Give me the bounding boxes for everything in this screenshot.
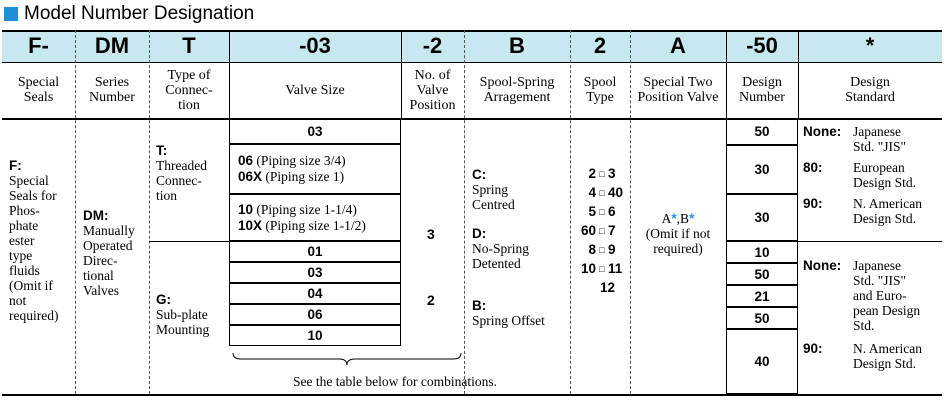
spool-row — [570, 202, 630, 221]
section-title — [4, 2, 254, 26]
spool-b: 6 — [608, 204, 616, 219]
standard-row — [803, 196, 939, 226]
label-connection: Type of Connec-tion — [165, 67, 213, 113]
standard-line: pean Design — [853, 303, 921, 318]
series-line: Valves — [83, 283, 119, 298]
special-seals-line: (Omit if — [9, 278, 53, 293]
series-line: Operated — [83, 238, 133, 253]
standard-line: Std. — [853, 318, 875, 333]
subplate-block — [156, 292, 209, 337]
standard-line: Std. "JIS" — [853, 139, 907, 154]
label-spool-spring: Spool-Spring Arragement — [479, 75, 555, 105]
rule-top — [2, 30, 942, 32]
size-subplate: 04 — [229, 283, 401, 304]
size-threaded-03: 03 — [229, 118, 401, 144]
divider — [798, 241, 942, 242]
spring-line: Centred — [472, 197, 515, 212]
special-seals-line: Seals for — [9, 188, 57, 203]
design-number-cell: 10 — [726, 241, 798, 263]
spring-offset-block — [472, 298, 545, 328]
size-code: 10 — [238, 201, 254, 217]
special-seals-line: not — [9, 293, 27, 308]
combination-brace-icon — [229, 352, 465, 366]
spool-sep: □ — [599, 263, 605, 274]
standard-line: N. American — [853, 341, 922, 356]
label-special-seals: Special Seals — [17, 75, 60, 105]
size-threaded-06 — [229, 144, 401, 194]
spool-row — [570, 183, 630, 202]
standard-text — [853, 341, 922, 371]
threaded-line: Threaded — [156, 158, 207, 173]
rule-body — [2, 118, 942, 120]
spring-code: B: — [472, 298, 487, 313]
code-connection: T — [149, 30, 229, 62]
rule-bottom — [2, 394, 942, 396]
rule-header — [2, 62, 942, 63]
code-spool-spring: B — [464, 30, 570, 62]
label-valve-position: No. of Valve Position — [409, 67, 456, 113]
standard-line: European — [853, 160, 905, 175]
standard-row — [803, 160, 939, 190]
size-subplate: 01 — [229, 241, 401, 262]
valve-position-3: 3 — [427, 226, 435, 242]
standard-code: 80: — [803, 160, 823, 175]
spool-sep: □ — [599, 244, 605, 255]
size-note: (Piping size 1) — [262, 169, 345, 184]
standard-line: Std. "JIS" — [853, 273, 907, 288]
design-number-cell: 40 — [726, 329, 798, 394]
code-design-number: -50 — [726, 30, 798, 62]
standard-code: None: — [803, 258, 842, 273]
spool-row — [570, 259, 630, 278]
divider — [798, 30, 799, 118]
design-number-cell: 50 — [726, 263, 798, 285]
divider — [75, 30, 76, 394]
subplate-line: Sub-plate — [156, 307, 208, 322]
spool-b: 3 — [608, 166, 616, 181]
standard-line: and Euro- — [853, 288, 907, 303]
special-two-position-block — [630, 211, 726, 256]
size-code: 10X — [238, 217, 263, 233]
special-seals-block — [9, 158, 58, 323]
code-valve-size: -03 — [229, 30, 401, 62]
standard-text — [853, 196, 922, 226]
standard-code: 90: — [803, 341, 823, 356]
special-seals-line: Phos- — [9, 203, 40, 218]
star-icon: * — [689, 211, 695, 226]
option-b: ,B — [676, 211, 690, 226]
special-seals-line: required) — [9, 308, 59, 323]
spool-row — [570, 240, 630, 259]
size-code: 06X — [238, 169, 263, 184]
series-code: DM: — [83, 208, 109, 223]
series-block — [83, 208, 135, 298]
special-note: required) — [653, 241, 703, 256]
size-subplate: 06 — [229, 304, 401, 325]
spool-a: 8 — [588, 242, 596, 257]
code-special-seals: F- — [2, 30, 75, 62]
standard-row — [803, 124, 939, 154]
spool-sep: □ — [599, 168, 605, 179]
divider — [149, 241, 229, 242]
label-valve-size: Valve Size — [285, 82, 345, 98]
size-threaded-10 — [229, 194, 401, 241]
spool-b: 12 — [600, 280, 616, 295]
threaded-code: T: — [156, 143, 168, 158]
threaded-block — [156, 143, 207, 203]
spool-row — [570, 221, 630, 240]
standard-text — [853, 124, 906, 154]
spool-b: 7 — [608, 223, 616, 238]
spool-b: 9 — [608, 242, 616, 257]
label-design-standard: Design Standard — [845, 75, 895, 105]
spool-sep: □ — [599, 225, 605, 236]
size-note: (Piping size 1-1/2) — [262, 217, 366, 233]
spool-b: 40 — [608, 185, 624, 200]
size-note: (Piping size 3/4) — [253, 153, 346, 168]
spring-code: D: — [472, 226, 487, 241]
spring-line: Detented — [472, 256, 521, 271]
standard-line: Japanese — [853, 124, 901, 139]
spool-a: 4 — [588, 185, 596, 200]
label-special-two-position: Special Two Position Valve — [637, 75, 719, 105]
standard-line: Design Std. — [853, 211, 917, 226]
standard-row — [803, 341, 939, 371]
code-special-two-position: A — [630, 30, 726, 62]
size-code: 06 — [238, 153, 254, 168]
code-design-standard: * — [798, 30, 942, 62]
special-seals-code: F: — [9, 158, 22, 173]
standard-row — [803, 258, 939, 333]
standard-group-1 — [803, 124, 939, 226]
spool-row — [570, 164, 630, 183]
special-note: (Omit if not — [645, 226, 711, 241]
label-series-number: Series Number — [89, 75, 135, 105]
special-seals-line: phate — [9, 218, 39, 233]
subplate-code: G: — [156, 292, 171, 307]
series-line: Manually — [83, 223, 135, 238]
star-icon: * — [671, 211, 677, 226]
special-seals-line: Special — [9, 173, 49, 188]
design-number-cell: 21 — [726, 285, 798, 307]
design-number-cell: 50 — [726, 118, 798, 145]
design-number-cell: 50 — [726, 307, 798, 329]
code-spool-type: 2 — [570, 30, 630, 62]
divider — [401, 30, 402, 118]
design-number-cell: 30 — [726, 194, 798, 241]
threaded-line: tion — [156, 188, 178, 203]
spring-centred-block — [472, 167, 515, 212]
spring-line: Spring Offset — [472, 313, 545, 328]
spool-a: 60 — [580, 223, 596, 238]
no-spring-block — [472, 226, 529, 271]
spool-a: 2 — [588, 166, 596, 181]
title-text: Model Number Designation — [24, 3, 255, 24]
spool-type-list — [570, 164, 630, 297]
standard-code: None: — [803, 124, 842, 139]
combination-footnote: See the table below for combinations. — [293, 374, 497, 389]
designation-table — [2, 30, 942, 396]
standard-text — [853, 258, 920, 333]
size-subplate: 10 — [229, 325, 401, 346]
spool-b: 11 — [608, 261, 623, 276]
option-a: A — [661, 211, 672, 226]
standard-line: Design Std. — [853, 175, 917, 190]
spring-code: C: — [472, 167, 487, 182]
code-valve-position: -2 — [401, 30, 464, 62]
divider — [464, 30, 465, 394]
spring-line: Spring — [472, 182, 509, 197]
divider — [229, 30, 230, 118]
special-seals-line: fluids — [9, 263, 40, 278]
special-seals-line: ester — [9, 233, 35, 248]
design-number-cell: 30 — [726, 145, 798, 194]
divider — [149, 30, 150, 394]
standard-line: N. American — [853, 196, 922, 211]
standard-group-2 — [803, 258, 939, 371]
label-design-number: Design Number — [739, 75, 785, 105]
spool-sep: □ — [599, 187, 605, 198]
special-seals-line: type — [9, 248, 33, 263]
standard-text — [853, 160, 916, 190]
spool-a: 10 — [580, 261, 596, 276]
code-series: DM — [75, 30, 149, 62]
series-line: tional — [83, 268, 114, 283]
divider — [726, 30, 727, 118]
size-note: (Piping size 1-1/4) — [253, 201, 357, 217]
series-line: Direc- — [83, 253, 118, 268]
threaded-line: Connec- — [156, 173, 202, 188]
title-square-icon — [4, 7, 18, 21]
spool-sep: □ — [599, 206, 605, 217]
size-subplate: 03 — [229, 262, 401, 283]
standard-code: 90: — [803, 196, 823, 211]
valve-position-2: 2 — [427, 292, 435, 308]
label-spool-type: Spool Type — [583, 75, 617, 105]
special-two-position-options — [630, 211, 726, 226]
standard-line: Design Std. — [853, 356, 917, 371]
spring-line: No-Spring — [472, 241, 529, 256]
spool-a: 5 — [588, 204, 596, 219]
subplate-line: Mounting — [156, 322, 210, 337]
standard-line: Japanese — [853, 258, 901, 273]
spool-row — [570, 278, 630, 297]
